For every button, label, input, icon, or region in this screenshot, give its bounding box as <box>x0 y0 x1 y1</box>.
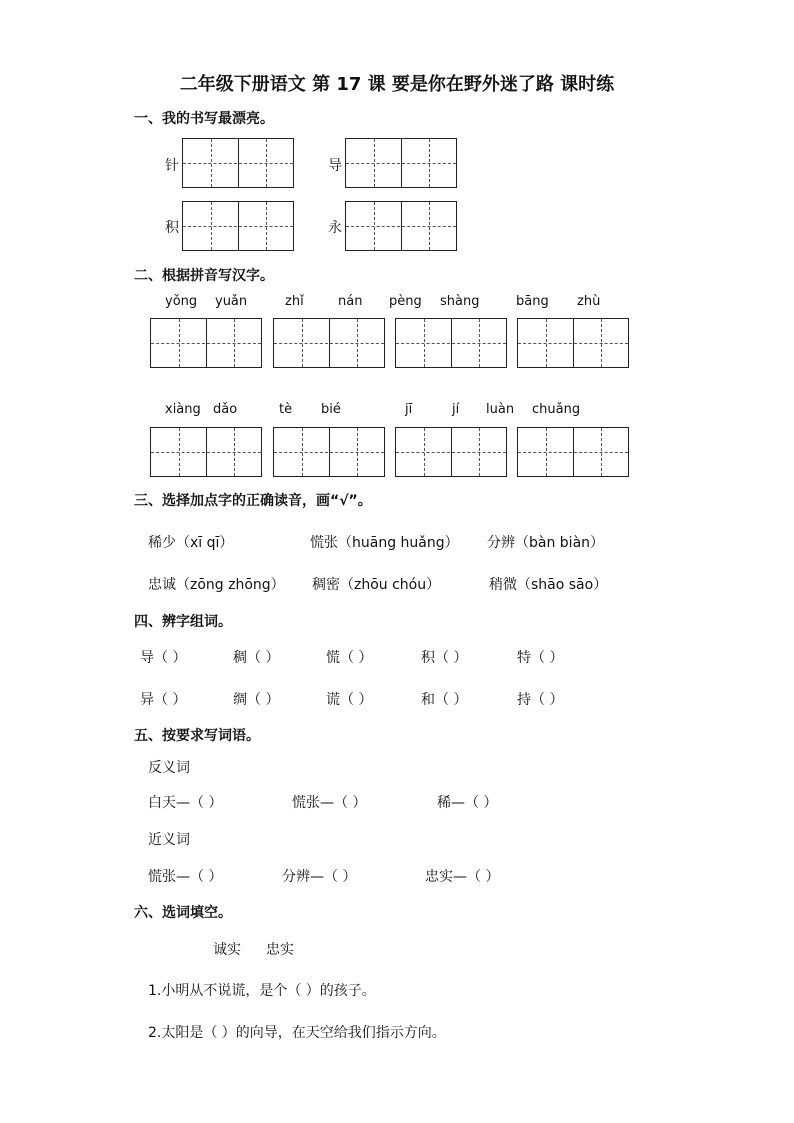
pinyin-label: tè <box>279 402 293 417</box>
char-label-2: 导 <box>328 158 342 174</box>
grid-guide-line <box>151 452 261 453</box>
pinyin-label: chuǎng <box>532 402 581 417</box>
section2-heading: 二、根据拼音写汉字。 <box>134 268 274 284</box>
pinyin-label: bāng <box>516 294 549 309</box>
reading-choice-item[interactable]: 稀少（xī qī） <box>148 535 234 551</box>
antonym-label: 反义词 <box>148 760 190 776</box>
synonym-item[interactable]: 忠实—（ ） <box>425 869 500 885</box>
antonym-item[interactable]: 白天—（ ） <box>148 795 223 811</box>
section4-heading: 四、辨字组词。 <box>134 614 232 630</box>
fill-question-1[interactable]: 1.小明从不说谎，是个（ ）的孩子。 <box>148 983 376 999</box>
pinyin-label: shàng <box>440 294 480 309</box>
writing-grid-3[interactable] <box>182 201 294 251</box>
antonym-item[interactable]: 稀—（ ） <box>437 795 498 811</box>
writing-grid-4[interactable] <box>345 201 457 251</box>
grid-guide-line <box>346 163 456 164</box>
grid-guide-line <box>346 226 456 227</box>
word-group-item[interactable]: 持（ ） <box>517 692 564 708</box>
pinyin-label: zhǐ <box>285 294 304 309</box>
writing-grid-1[interactable] <box>182 138 294 188</box>
fill-question-2[interactable]: 2.太阳是（ ）的向导，在天空给我们指示方向。 <box>148 1025 446 1041</box>
char-label-1: 针 <box>165 158 179 174</box>
word-group-item[interactable]: 异（ ） <box>140 692 187 708</box>
reading-choice-item[interactable]: 分辨（bàn biàn） <box>487 535 605 551</box>
word-group-item[interactable]: 特（ ） <box>517 650 564 666</box>
grid-guide-line <box>274 452 384 453</box>
pinyin-label: xiàng <box>165 402 201 417</box>
writing-grid-2[interactable] <box>345 138 457 188</box>
pinyin-label: luàn <box>486 402 515 417</box>
pinyin-label: nán <box>338 294 363 309</box>
section5-heading: 五、按要求写词语。 <box>134 728 260 744</box>
reading-choice-item[interactable]: 慌张（huāng huǎng） <box>310 535 459 551</box>
reading-choice-item[interactable]: 稠密（zhōu chóu） <box>312 577 441 593</box>
pinyin-label: bié <box>321 402 341 417</box>
pinyin-label: zhù <box>577 294 601 309</box>
writing-grid[interactable] <box>273 427 385 477</box>
writing-grid[interactable] <box>150 427 262 477</box>
antonym-item[interactable]: 慌张—（ ） <box>292 795 367 811</box>
section3-heading: 三、选择加点字的正确读音，画“√”。 <box>134 493 372 509</box>
writing-grid[interactable] <box>395 318 507 368</box>
writing-grid[interactable] <box>517 318 629 368</box>
word-group-item[interactable]: 慌（ ） <box>326 650 373 666</box>
word-group-item[interactable]: 绸（ ） <box>233 692 280 708</box>
grid-guide-line <box>183 163 293 164</box>
grid-guide-line <box>274 343 384 344</box>
synonym-label: 近义词 <box>148 832 190 848</box>
word-choice: 诚实 <box>213 942 241 958</box>
word-choice: 忠实 <box>266 942 294 958</box>
word-group-item[interactable]: 导（ ） <box>140 650 187 666</box>
writing-grid[interactable] <box>273 318 385 368</box>
grid-guide-line <box>518 343 628 344</box>
word-group-item[interactable]: 和（ ） <box>421 692 468 708</box>
grid-guide-line <box>183 226 293 227</box>
pinyin-label: yuǎn <box>215 294 248 309</box>
reading-choice-item[interactable]: 忠诚（zōng zhōng） <box>148 577 285 593</box>
writing-grid[interactable] <box>395 427 507 477</box>
pinyin-label: dǎo <box>213 402 238 417</box>
synonym-item[interactable]: 分辨—（ ） <box>282 869 357 885</box>
synonym-item[interactable]: 慌张—（ ） <box>148 869 223 885</box>
grid-guide-line <box>396 452 506 453</box>
word-group-item[interactable]: 积（ ） <box>421 650 468 666</box>
pinyin-label: yǒng <box>165 294 198 309</box>
word-group-item[interactable]: 稠（ ） <box>233 650 280 666</box>
char-label-3: 积 <box>165 220 179 236</box>
grid-guide-line <box>518 452 628 453</box>
writing-grid[interactable] <box>517 427 629 477</box>
pinyin-label: jī <box>405 402 413 417</box>
char-label-4: 永 <box>328 220 342 236</box>
pinyin-label: pèng <box>389 294 422 309</box>
section6-heading: 六、选词填空。 <box>134 905 232 921</box>
pinyin-label: jí <box>452 402 460 417</box>
reading-choice-item[interactable]: 稍微（shāo sāo） <box>489 577 608 593</box>
writing-grid[interactable] <box>150 318 262 368</box>
page-title: 二年级下册语文 第 17 课 要是你在野外迷了路 课时练 <box>179 74 615 95</box>
section1-heading: 一、我的书写最漂亮。 <box>134 111 274 127</box>
grid-guide-line <box>396 343 506 344</box>
word-group-item[interactable]: 谎（ ） <box>326 692 373 708</box>
grid-guide-line <box>151 343 261 344</box>
